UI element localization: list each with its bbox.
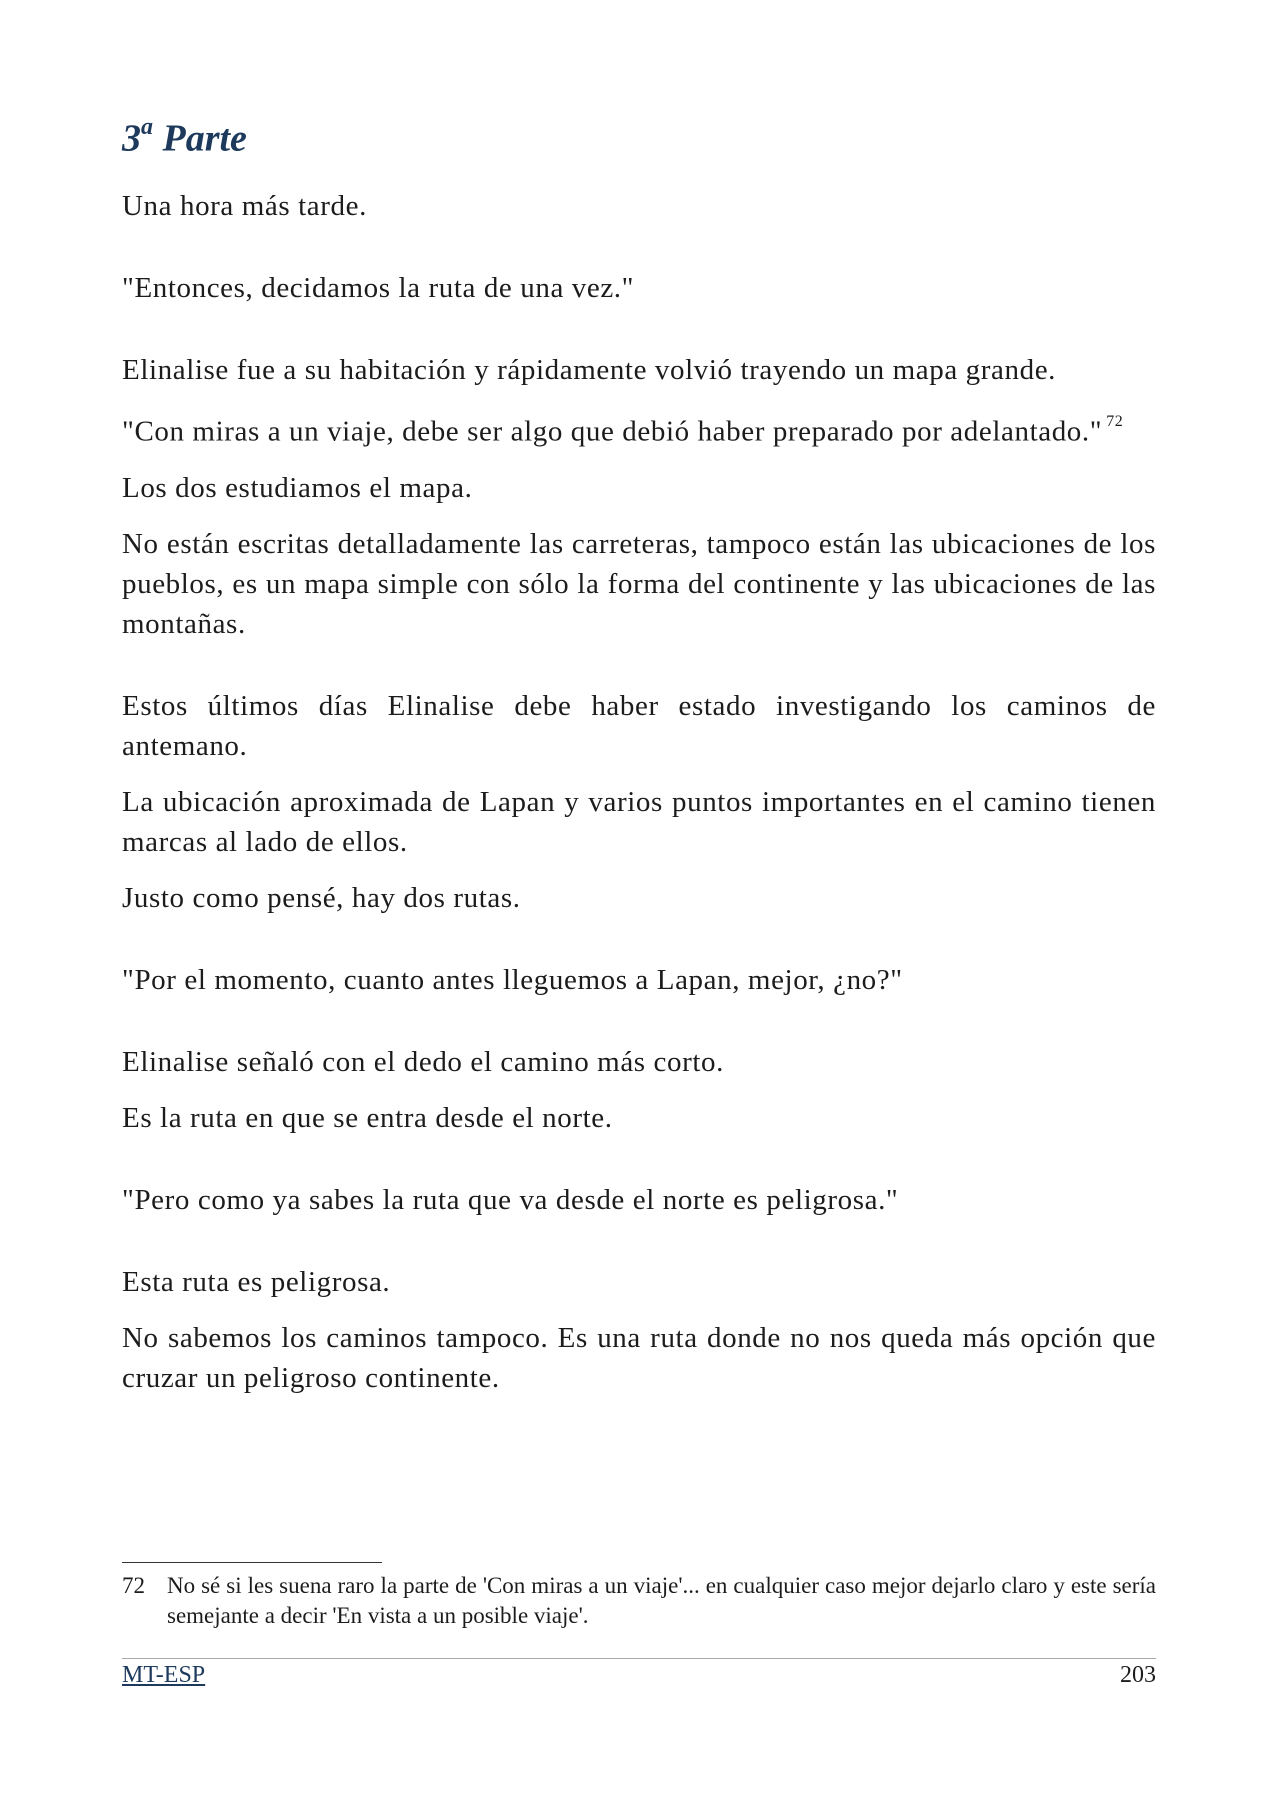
paragraph: No sabemos los caminos tampoco. Es una ruta donde no nos queda más opción que cruzar un peligroso continente. bbox=[122, 1321, 1156, 1394]
paragraph: Una hora más tarde. bbox=[122, 190, 367, 222]
section-heading bbox=[122, 114, 247, 160]
document-page bbox=[122, 0, 1156, 1811]
paragraph: Los dos estudiamos el mapa. bbox=[122, 471, 473, 504]
page-number: 203 bbox=[1120, 1662, 1156, 1688]
paragraph: "Pero como ya sabes la ruta que va desde el norte es peligrosa." bbox=[122, 1183, 899, 1216]
paragraph: "Entonces, decidamos la ruta de una vez." bbox=[122, 272, 635, 304]
paragraph: Estos últimos días Elinalise debe haber estado investigando los caminos de antemano. bbox=[122, 689, 1156, 762]
paragraph: Es la ruta en que se entra desde el norte. bbox=[122, 1101, 613, 1134]
footer-divider bbox=[122, 1658, 1156, 1659]
footnote-number: 72 bbox=[122, 1573, 145, 1598]
paragraph-text: "Con miras a un viaje, debe ser algo que debió haber preparado por adelantado." bbox=[122, 415, 1103, 448]
footnote-reference[interactable]: 72 bbox=[1106, 413, 1124, 430]
heading-ordinal: a bbox=[141, 114, 153, 140]
footnote-divider bbox=[122, 1562, 382, 1563]
paragraph: La ubicación aproximada de Lapan y varios puntos importantes en el camino tienen marcas al lado de ellos. bbox=[122, 785, 1156, 858]
paragraph: No están escritas detalladamente las carreteras, tampoco están las ubicaciones de los pueblos, es un mapa simple con sólo la forma del continente y las ubicaciones de las montañas. bbox=[122, 527, 1156, 640]
paragraph: Elinalise fue a su habitación y rápidamente volvió trayendo un mapa grande. bbox=[122, 354, 1057, 386]
paragraph-with-footnote bbox=[122, 406, 1156, 452]
paragraph: "Por el momento, cuanto antes lleguemos a Lapan, mejor, ¿no?" bbox=[122, 963, 903, 996]
paragraph: Esta ruta es peligrosa. bbox=[122, 1265, 391, 1298]
footer-source-link[interactable]: MT-ESP bbox=[122, 1662, 206, 1688]
paragraph: Elinalise señaló con el dedo el camino más corto. bbox=[122, 1045, 724, 1078]
heading-number: 3 bbox=[122, 117, 141, 160]
body-text bbox=[122, 186, 1156, 1414]
paragraph: Justo como pensé, hay dos rutas. bbox=[122, 881, 521, 914]
footnote-text: No sé si les suena raro la parte de 'Con miras a un viaje'... en cualquier caso mejor dejarlo claro y este sería semejante a decir 'En vista a un posible viaje'. bbox=[167, 1573, 1156, 1628]
footnote bbox=[122, 1571, 1156, 1631]
heading-title: Parte bbox=[162, 117, 247, 160]
